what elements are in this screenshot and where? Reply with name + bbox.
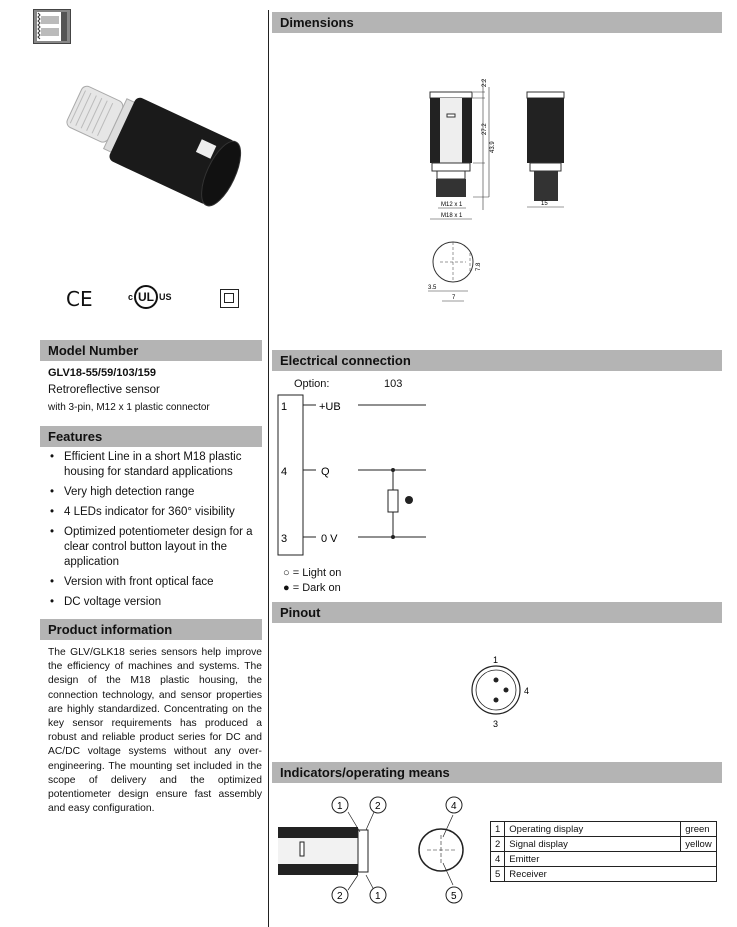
- ul-logo: UL: [134, 285, 158, 309]
- legend-text: = Dark on: [292, 582, 341, 594]
- cell-description: Operating display: [505, 822, 681, 837]
- feature-item: • Very high detection range: [48, 485, 263, 500]
- model-number-value: GLV18-55/59/103/159: [48, 367, 157, 379]
- filled-circle-icon: ●: [283, 582, 290, 594]
- product-information-heading: Product information: [40, 619, 262, 640]
- pin-label: +UB: [319, 401, 341, 413]
- dim-3-5: 3.5: [428, 285, 437, 291]
- pinout-heading: Pinout: [272, 602, 722, 623]
- cell-number: 5: [491, 867, 505, 882]
- dim-15: 15: [541, 201, 548, 207]
- dim-m18: M18 x 1: [441, 213, 463, 219]
- callout-2: 2: [375, 801, 381, 812]
- cell-number: 2: [491, 837, 505, 852]
- retroreflective-sensor-icon: [33, 9, 71, 44]
- dim-7: 7: [452, 295, 456, 301]
- legend-text: = Light on: [292, 567, 342, 579]
- model-number-heading: Model Number: [40, 340, 262, 361]
- indicators-heading: Indicators/operating means: [272, 762, 722, 783]
- cell-color: green: [681, 822, 717, 837]
- product-photo: [55, 75, 255, 215]
- connector-description: with 3-pin, M12 x 1 plastic connector: [48, 402, 210, 413]
- column-divider: [268, 10, 269, 927]
- pinout-diagram: [460, 652, 540, 732]
- callout-2: 2: [337, 891, 343, 902]
- product-information-text: The GLV/GLK18 series sensors help improve the efficiency of machines and systems. The design of the M18 plastic housing, the connection technology, and sensor properties are highly standardized. Concentrating on the key sensor requirements has produced a robust and reliable product series for DC and AC/DC voltage systems without any over-engineering. The mounting set included in the scope of delivery and the optimized potentiometer design ensure fast assembly and easy configuration.: [48, 647, 262, 815]
- pin-1-label: 1: [493, 655, 499, 665]
- dim-43-9: 43.9: [490, 141, 496, 153]
- pin-number: 4: [281, 466, 288, 478]
- callout-5: 5: [451, 891, 457, 902]
- option-label: Option:: [294, 378, 330, 390]
- legend-dark-on: [283, 581, 341, 595]
- option-value: 103: [384, 378, 403, 390]
- callout-4: 4: [451, 801, 457, 812]
- cell-description: Signal display: [505, 837, 681, 852]
- feature-item: • Optimized potentiometer design for a clear control button layout in the application: [48, 525, 263, 570]
- table-row: [491, 837, 717, 852]
- ul-c-text: c: [128, 292, 134, 302]
- table-row: [491, 867, 717, 882]
- feature-item: • Version with front optical face: [48, 575, 263, 590]
- dim-7-8: 7.8: [476, 262, 482, 271]
- dim-2-2: 2.2: [482, 78, 488, 87]
- cell-number: 1: [491, 822, 505, 837]
- cell-description: Emitter: [505, 852, 717, 867]
- table-row: [491, 852, 717, 867]
- dim-m12: M12 x 1: [441, 202, 463, 208]
- feature-item: • DC voltage version: [48, 595, 263, 610]
- indicators-table: [490, 821, 717, 882]
- callout-1: 1: [375, 891, 381, 902]
- dimensions-heading: Dimensions: [272, 12, 722, 33]
- legend-light-on: [283, 566, 341, 580]
- features-list: [48, 450, 263, 615]
- table-row: [491, 822, 717, 837]
- dimensions-drawing: [410, 75, 590, 305]
- feature-item: • 4 LEDs indicator for 360° visibility: [48, 505, 263, 520]
- indicators-drawing: [270, 790, 480, 920]
- pin-number: 1: [281, 401, 288, 413]
- cell-number: 4: [491, 852, 505, 867]
- pin-label: Q: [321, 466, 330, 478]
- cell-color: yellow: [681, 837, 717, 852]
- cul-us-mark: [128, 285, 172, 309]
- pin-number: 3: [281, 533, 288, 545]
- open-circle-icon: ○: [283, 567, 290, 579]
- dim-27-2: 27.2: [482, 123, 488, 135]
- cell-description: Receiver: [505, 867, 717, 882]
- pin-4-label: 4: [524, 686, 530, 696]
- feature-item: • Efficient Line in a short M18 plastic housing for standard applications: [48, 450, 263, 480]
- electrical-connection-heading: Electrical connection: [272, 350, 722, 371]
- pin-3-label: 3: [493, 719, 499, 729]
- pin-label: 0 V: [321, 533, 338, 545]
- features-heading: Features: [40, 426, 262, 447]
- dark-on-symbol: [405, 496, 413, 504]
- double-insulation-icon: [220, 289, 239, 308]
- callout-1: 1: [337, 801, 343, 812]
- wiring-diagram: [270, 390, 440, 560]
- sensor-description: Retroreflective sensor: [48, 384, 160, 396]
- ce-mark: CE: [66, 287, 93, 311]
- ul-us-text: US: [159, 292, 172, 302]
